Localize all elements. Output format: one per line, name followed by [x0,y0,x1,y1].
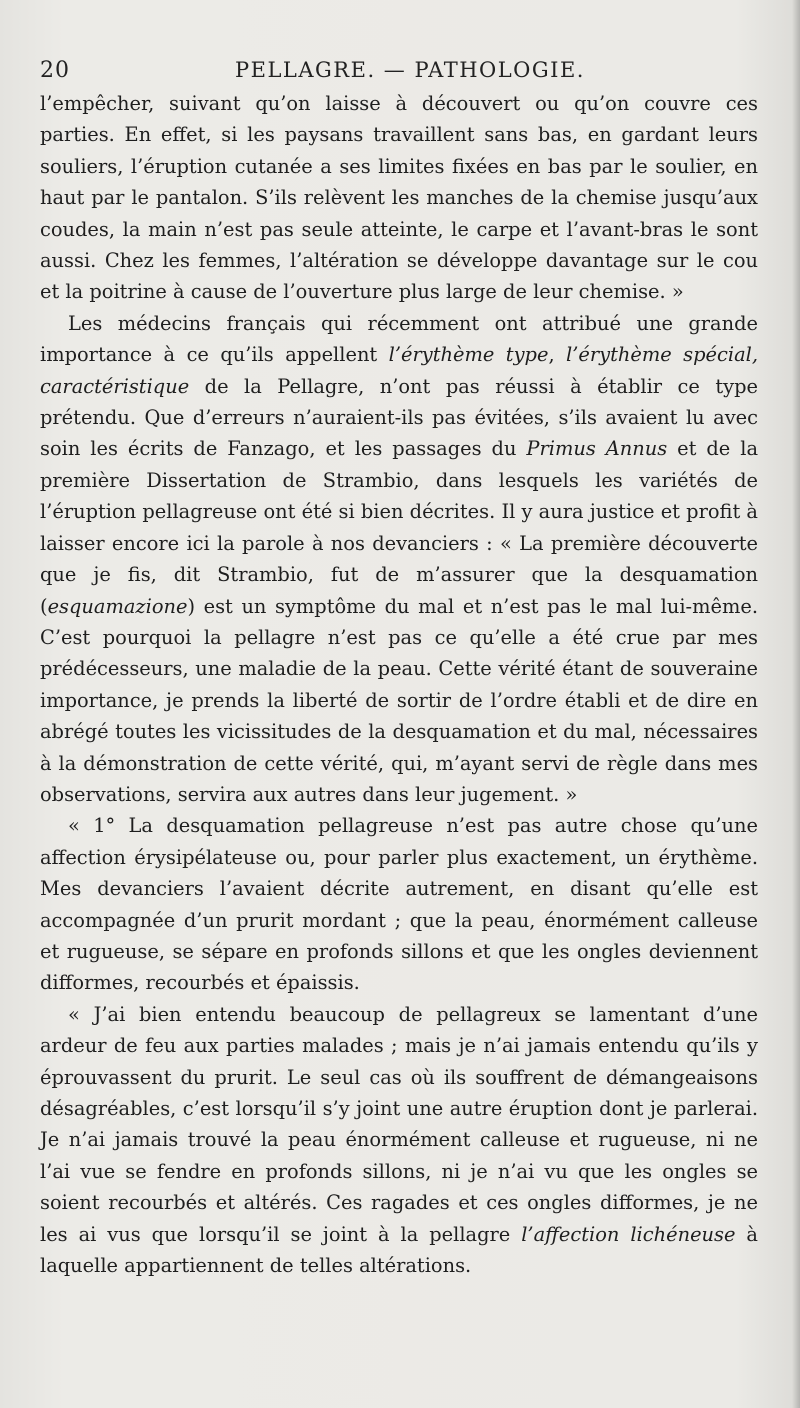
paragraph-continuation [40,88,758,308]
italic-term: l’érythème spécial, caractéristique [40,343,758,398]
italic-term: l’affection lichéneuse [521,1222,736,1246]
paragraph-text: « 1° La desquamation pellagreuse n’est pas autre chose qu’une affection érysipélateuse ou, pour parler plus exactement, un érythème. Mes devanciers l’avaient décrite autrement, en disant qu’elle est accompagnée d’un prurit mordant ; que la peau, énormément calleuse et rugueuse, se sépare en profonds sillons et que les ongles deviennent difformes, recourbés et épaissis. [40,814,758,995]
paragraph-pellagrous-complaints [40,999,758,1282]
paragraph-text: et de la première Dissertation de Strambio, dans lesquels les variétés de l’éruption pellagreuse ont été si bien décrites. Il y aura justice et profit à laisser encore ici la parole à nos devanciers : « La première découverte que je fis, dit Strambio, fut de m’assurer que la desquamation ( [40,437,759,618]
page-header [30,58,770,88]
paragraph-french-physicians [40,308,758,811]
paragraph-text: à laquelle appartiennent de telles altérations. [40,1222,758,1278]
page-number: 20 [40,58,70,83]
paragraph-text: , [548,343,567,367]
paragraph-text: Les médecins français qui récemment ont attribué une grande importance à ce qu’ils appellent [40,311,758,367]
page-edge-shadow [792,0,800,1408]
paragraph-text: « J’ai bien entendu beaucoup de pellagreux se lamentant d’une ardeur de feu aux parties malades ; mais je n’ai jamais entendu qu’ils y éprouvassent du prurit. Le seul cas où ils souffrent de démangeaisons désagréables, c’est lorsqu’il s’y joint une autre éruption dont je parlerai. Je n’ai jamais trouvé la peau énormément calleuse et rugueuse, ni ne l’ai vue se fendre en profonds sillons, ni je n’ai vu que les ongles se soient recourbés et altérés. Ces ragades et ces ongles difformes, je ne les ai vus que lorsqu’il se joint à la pellagre [40,1002,758,1246]
italic-term: Primus Annus [526,437,668,461]
paragraph-text: ) est un symptôme du mal et n’est pas le mal lui-même. C’est pourquoi la pellagre n’est pas ce qu’elle a été crue par mes prédécesseurs, une maladie de la peau. Cette vérité étant de souveraine importance, je prends la liberté de sortir de l’ordre établi et de dire en abrégé toutes les vicissitudes de la desquamation et du mal, nécessaires à la démonstration de cette vérité, qui, m’ayant servi de règle dans mes observations, servira aux autres dans leur jugement. » [40,594,758,806]
italic-term: esquamazione [47,594,188,618]
running-head: PELLAGRE. — PATHOLOGIE. [235,58,585,82]
body-text [40,88,758,1281]
paragraph-desquamation [40,810,758,998]
paragraph-text: de la Pellagre, n’ont pas réussi à établir ce type prétendu. Que d’erreurs n’auraient-ils pas évitées, s’ils avaient lu avec soin les écrits de Fanzago, et les passages du [40,374,758,461]
italic-term: l’érythème type [388,343,549,367]
paragraph-text: l’empêcher, suivant qu’on laisse à découvert ou qu’on couvre ces parties. En effet, si les paysans travaillent sans bas, en gardant leurs souliers, l’éruption cutanée a ses limites fixées en bas par le soulier, en haut par le pantalon. S’ils relèvent les manches de la chemise jusqu’aux coudes, la main n’est pas seule atteinte, le carpe et l’avant-bras le sont aussi. Chez les femmes, l’altération se développe davantage sur le cou et la poitrine à cause de l’ouverture plus large de leur chemise. » [40,92,758,304]
